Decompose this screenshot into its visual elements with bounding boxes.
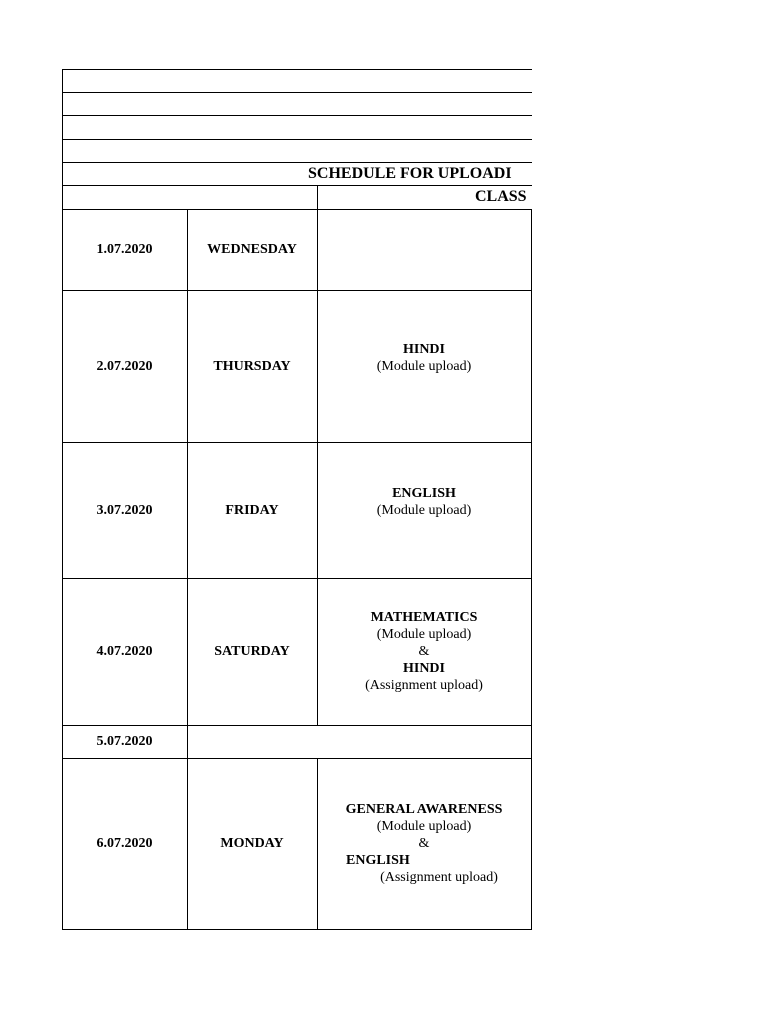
- subject-name: ENGLISH: [346, 853, 410, 868]
- ampersand: &: [418, 836, 430, 851]
- row-divider: [62, 92, 532, 93]
- subject-name: HINDI: [402, 661, 445, 676]
- subject-name: GENERAL AWARENESS: [345, 802, 503, 817]
- schedule-title: SCHEDULE FOR UPLOADI: [308, 165, 512, 182]
- upload-note: (Module upload): [376, 627, 472, 642]
- day-cell: THURSDAY: [213, 358, 291, 374]
- subject-cell: [317, 578, 531, 725]
- upload-note: (Module upload): [376, 359, 472, 374]
- day-cell: WEDNESDAY: [207, 242, 297, 257]
- day-cell: MONDAY: [220, 836, 284, 851]
- subject-name: MATHEMATICS: [370, 610, 478, 625]
- date-cell: 5.07.2020: [96, 734, 153, 749]
- day-cell: FRIDAY: [225, 502, 279, 518]
- row-divider: [62, 929, 532, 930]
- date-cell: 6.07.2020: [96, 836, 153, 851]
- upload-note: (Module upload): [376, 819, 472, 834]
- class-label: CLASS: [475, 188, 527, 205]
- row-divider: [62, 69, 532, 70]
- subject-cell: [317, 290, 531, 426]
- column-divider: [531, 209, 532, 930]
- subject-cell: [317, 758, 531, 929]
- ampersand: &: [418, 644, 430, 659]
- upload-note: (Assignment upload): [365, 678, 483, 693]
- upload-note: (Assignment upload): [380, 870, 498, 885]
- subject-name: HINDI: [402, 342, 445, 357]
- schedule-table: [62, 69, 532, 930]
- upload-note: (Module upload): [376, 503, 472, 518]
- column-divider: [187, 725, 188, 759]
- row-divider: [62, 115, 532, 116]
- subject-name: ENGLISH: [392, 486, 456, 501]
- date-cell: 4.07.2020: [96, 644, 153, 659]
- row-divider: [62, 139, 532, 140]
- date-cell: 1.07.2020: [96, 242, 153, 257]
- row-divider: [62, 185, 532, 186]
- column-divider: [317, 185, 318, 210]
- subject-cell: [317, 442, 531, 562]
- date-cell: 2.07.2020: [96, 358, 153, 374]
- day-cell: SATURDAY: [214, 644, 290, 659]
- date-cell: 3.07.2020: [96, 502, 153, 518]
